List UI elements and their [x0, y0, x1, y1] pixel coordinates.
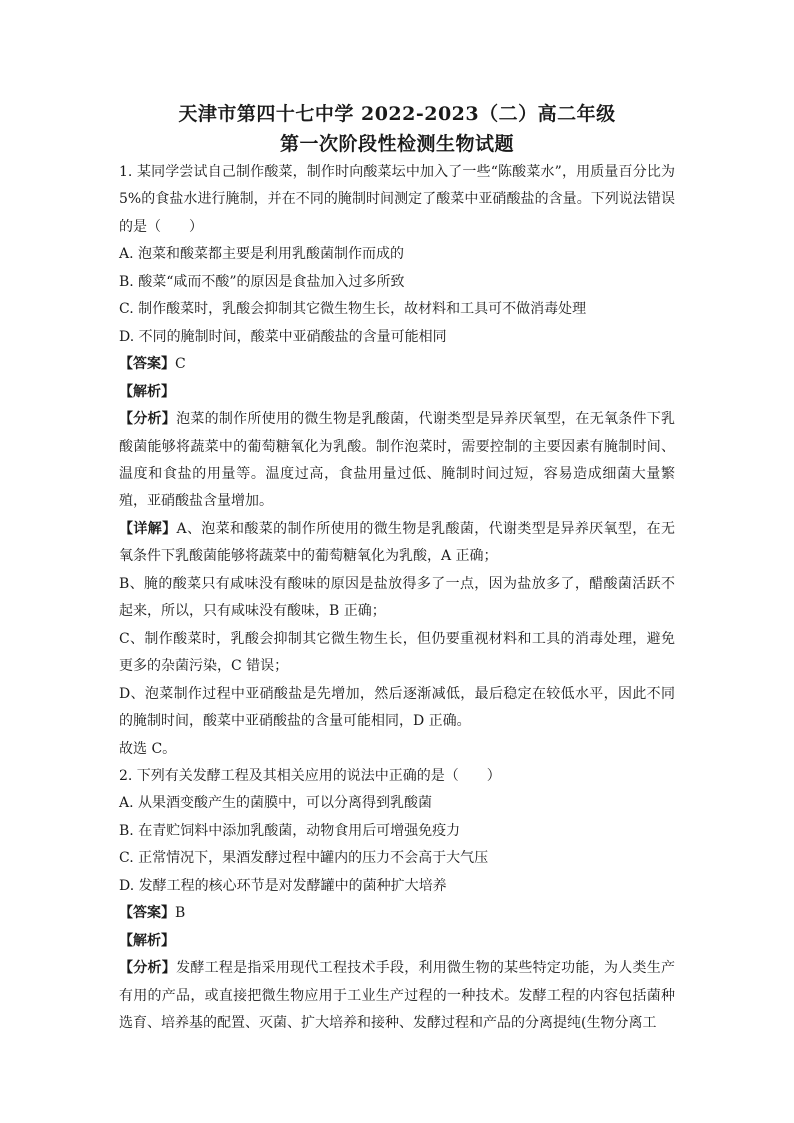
document-body: [119, 159, 680, 1038]
answer-value: C: [175, 356, 186, 373]
question-2-option-d: D. 发酵工程的核心环节是对发酵罐中的菌种扩大培养: [119, 877, 447, 894]
question-2-option-c: C. 正常情况下，果酒发酵过程中罐内的压力不会高于大气压: [119, 850, 489, 867]
question-2-answer: [119, 900, 675, 927]
question-1-answer: [119, 351, 675, 378]
question-1-detail-d: D、泡菜制作过程中亚硝酸盐是先增加，然后逐渐减低，最后稳定在较低水平，因此不同的腌制时间，酸菜中亚硝酸盐的含量可能相同，D 正确。: [119, 685, 675, 730]
question-1-option-b: B. 酸菜“咸而不酸”的原因是食盐加入过多所致: [119, 273, 405, 290]
question-1-option-c: C. 制作酸菜时，乳酸会抑制其它微生物生长，故材料和工具可不做消毒处理: [119, 301, 587, 318]
question-1-analysis: [119, 406, 675, 516]
exam-title-line-2: 第一次阶段性检测生物试题: [279, 133, 514, 155]
answer-tag: 【答案】: [119, 356, 175, 373]
question-1-option-d: D. 不同的腌制时间，酸菜中亚硝酸盐的含量可能相同: [119, 328, 447, 345]
answer-value: B: [175, 905, 186, 922]
question-2-explanation-heading: 【解析】: [119, 932, 175, 949]
analysis-text: 发酵工程是指采用现代工程技术手段，利用微生物的某些特定功能，为人类生产有用的产品，或直接把微生物应用于工业生产过程的一种技术。发酵工程的内容包括菌种选育、培养基的配置、灭菌、扩大培养和接种、发酵过程和产品的分离提纯(生物分离工: [119, 960, 676, 1032]
question-1-stem: 1. 某同学尝试自己制作酸菜，制作时向酸菜坛中加入了一些“陈酸菜水”，用质量百分比为 5%的食盐水进行腌制，并在不同的腌制时间测定了酸菜中亚硝酸盐的含量。下列说法错误的是（ ）: [119, 164, 680, 235]
analysis-tag: 【分析】: [119, 411, 177, 428]
question-1-detail-c: C、制作酸菜时，乳酸会抑制其它微生物生长，但仍要重视材料和工具的消毒处理，避免更多的杂菌污染，C 错误；: [119, 630, 675, 675]
exam-title-line-1: 天津市第四十七中学 2022-2023（二）高二年级: [178, 103, 616, 125]
detail-tag: 【详解】: [119, 520, 177, 537]
analysis-tag: 【分析】: [119, 960, 177, 977]
question-1-conclusion: 故选 C。: [119, 740, 177, 757]
question-1-detail-b: B、腌的酸菜只有咸味没有酸味的原因是盐放得多了一点，因为盐放多了，醋酸菌活跃不起来，所以，只有咸味没有酸味，B 正确；: [119, 575, 675, 620]
analysis-text: 泡菜的制作所使用的微生物是乳酸菌，代谢类型是异养厌氧型，在无氧条件下乳酸菌能够将蔬菜中的葡萄糖氧化为乳酸。制作泡菜时，需要控制的主要因素有腌制时间、温度和食盐的用量等。温度过高，食盐用量过低、腌制时间过短，容易造成细菌大量繁殖，亚硝酸盐含量增加。: [119, 411, 676, 510]
question-1-detail-a: [119, 516, 675, 571]
question-2-analysis: [119, 955, 675, 1037]
question-2-option-a: A. 从果酒变酸产生的菌膜中，可以分离得到乳酸菌: [119, 795, 433, 812]
question-2-option-b: B. 在青贮饲料中添加乳酸菌，动物食用后可增强免疫力: [119, 822, 461, 839]
question-1-explanation-heading: 【解析】: [119, 383, 175, 400]
answer-tag: 【答案】: [119, 905, 175, 922]
question-1-option-a: A. 泡菜和酸菜都主要是利用乳酸菌制作而成的: [119, 246, 405, 263]
question-2-stem: 2. 下列有关发酵工程及其相关应用的说法中正确的是（ ）: [119, 767, 501, 784]
detail-a-text: A、泡菜和酸菜的制作所使用的微生物是乳酸菌，代谢类型是异养厌氧型，在无氧条件下乳酸菌能够将蔬菜中的葡萄糖氧化为乳酸，A 正确；: [119, 520, 676, 565]
